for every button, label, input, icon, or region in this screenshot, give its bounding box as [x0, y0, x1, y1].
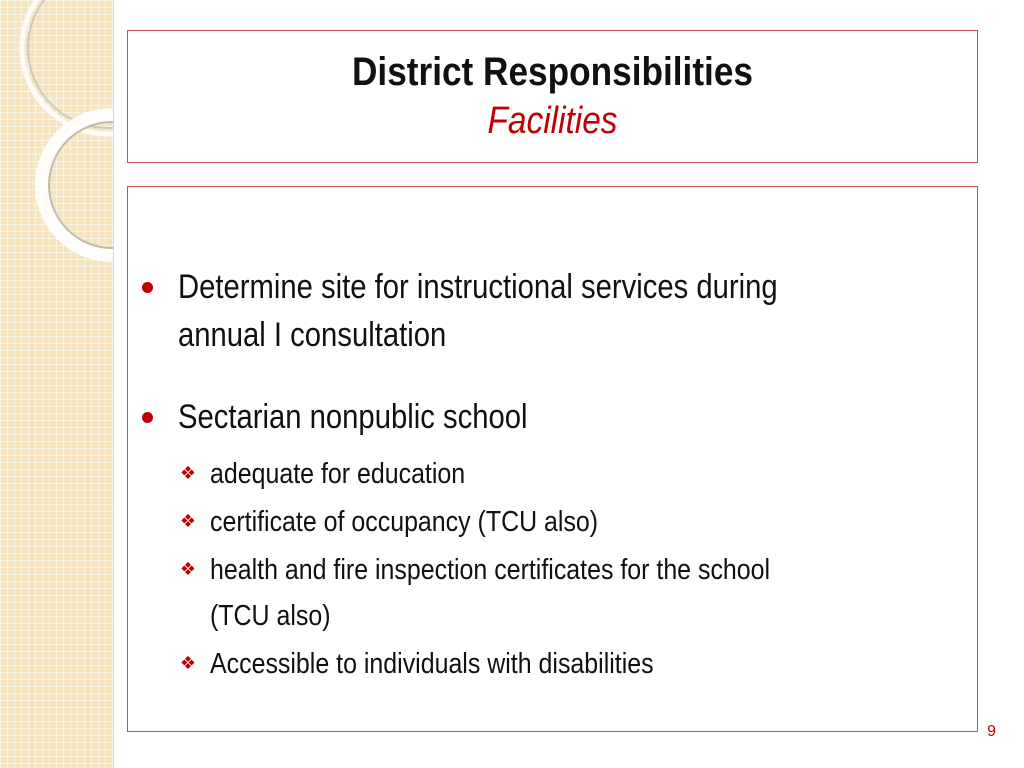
- decorative-circles-icon: [0, 0, 113, 768]
- bullet-item: [142, 263, 962, 359]
- sub-bullet-text-line: Accessible to individuals with disabilities: [210, 648, 654, 680]
- diamond-bullet-icon: ❖: [179, 511, 197, 532]
- sub-bullet-item: [178, 641, 958, 687]
- title-panel: [127, 30, 978, 163]
- decorative-side-strip: [0, 0, 114, 768]
- sub-bullet-text-line: (TCU also): [210, 600, 331, 632]
- round-bullet-icon: [142, 412, 153, 423]
- slide-title: District Responsibilities: [351, 50, 753, 94]
- diamond-bullet-icon: ❖: [179, 653, 197, 674]
- sub-bullet-text-line: adequate for education: [210, 458, 466, 490]
- diamond-bullet-icon: ❖: [179, 559, 197, 580]
- bullet-text-line: Sectarian nonpublic school: [178, 398, 528, 436]
- sub-bullet-item: [178, 547, 958, 639]
- sub-bullet-text-line: certificate of occupancy (TCU also): [210, 506, 599, 538]
- sub-bullet-text-line: health and fire inspection certificates for the school: [210, 554, 771, 586]
- round-bullet-icon: [142, 282, 153, 293]
- sub-bullet-item: [178, 499, 958, 545]
- bullet-item: [142, 393, 962, 441]
- slide-subtitle: Facilities: [487, 100, 618, 142]
- bullet-text-line: annual I consultation: [178, 316, 447, 354]
- bullet-text-line: Determine site for instructional services during: [178, 268, 778, 306]
- sub-bullet-item: [178, 451, 958, 497]
- content-panel: [127, 186, 978, 732]
- page-number: 9: [987, 723, 996, 740]
- diamond-bullet-icon: ❖: [179, 463, 197, 484]
